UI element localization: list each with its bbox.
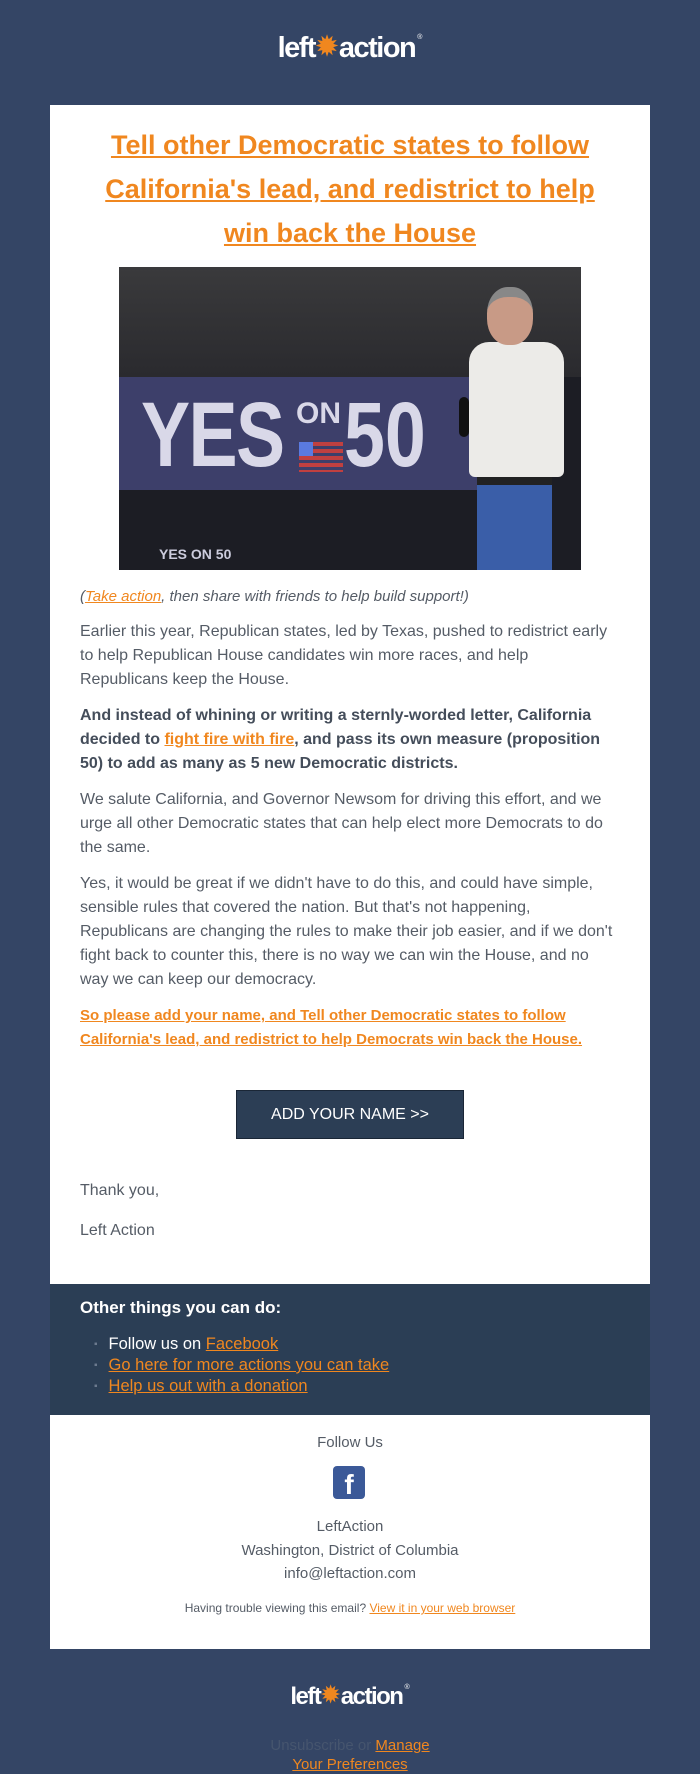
- fight-fire-link[interactable]: fight fire with fire: [164, 731, 295, 748]
- unsubscribe-line: [0, 1736, 700, 1774]
- banner-yes: YES: [141, 384, 284, 486]
- logo-text-right: action: [338, 32, 416, 64]
- registered-mark: ®: [417, 34, 423, 41]
- or-text: or: [353, 1737, 376, 1754]
- photo-sign: YES ON 50: [159, 546, 232, 562]
- other-actions-list: [80, 1334, 620, 1397]
- unsubscribe-link[interactable]: Unsubscribe: [270, 1737, 354, 1754]
- caption-rest: , then share with friends to help build support!): [161, 588, 469, 605]
- other-actions-title: Other things you can do:: [80, 1298, 282, 1317]
- org-email: info@leftaction.com: [284, 1565, 416, 1582]
- org-name: LeftAction: [316, 1518, 384, 1535]
- cta-paragraph: [80, 1004, 620, 1052]
- body-text: [80, 585, 620, 1064]
- signoff-thanks: Thank you,: [80, 1182, 160, 1199]
- facebook-icon[interactable]: f: [333, 1466, 365, 1499]
- header-logo: [0, 32, 700, 65]
- headline-link[interactable]: Tell other Democratic states to follow California's lead, and redistrict to help win back the House: [105, 130, 595, 248]
- view-in-browser-link[interactable]: View it in your web browser: [369, 1601, 516, 1615]
- speaker-figure: [469, 287, 579, 570]
- logo-text-right: action: [340, 1683, 403, 1710]
- banner-on: ON: [296, 397, 341, 430]
- paragraph-2-a: And instead of whining or writing a sternly-worded letter, California decided to: [80, 707, 592, 748]
- donation-link[interactable]: Help us out with a donation: [108, 1377, 308, 1395]
- photo-banner: [119, 377, 479, 490]
- caption: [80, 585, 620, 609]
- more-actions-link[interactable]: Go here for more actions you can take: [108, 1356, 390, 1374]
- paragraph-2: [80, 704, 620, 776]
- other-actions-section: [50, 1284, 650, 1415]
- logo-text-left: left: [277, 32, 316, 64]
- burst-icon: ✹: [321, 1682, 340, 1707]
- trouble-viewing: [50, 1601, 650, 1615]
- add-your-name-button[interactable]: ADD YOUR NAME >>: [236, 1090, 464, 1139]
- paragraph-3: We salute California, and Governor Newsom for driving this effort, and we urge all other Democratic states that can help elect more Democrats to do the same.: [80, 791, 603, 856]
- speaker-shirt: [469, 342, 564, 477]
- footer-logo: [0, 1682, 700, 1711]
- logo-text-left: left: [290, 1683, 321, 1710]
- registered-mark: ®: [404, 1684, 410, 1691]
- hero-photo[interactable]: [119, 267, 581, 570]
- signoff-name: Left Action: [80, 1222, 155, 1239]
- manage-preferences-link[interactable]: Manage Your Preferences: [292, 1737, 430, 1773]
- caption-open: (: [80, 588, 85, 605]
- paragraph-4: Yes, it would be great if we didn't have to do this, and could have simple, sensible rules that covered the nation. But that's not happening, Republicans are changing the rules to make their job easier, and if we don't fight back to counter this, there is no way we can win the House, and no way we can keep our democracy.: [80, 875, 613, 988]
- facebook-link[interactable]: Facebook: [205, 1335, 279, 1353]
- list-item: [108, 1376, 620, 1397]
- paragraph-2-b: , and pass its own measure (proposition 50) to add as many as 5 new Democratic districts.: [80, 731, 601, 772]
- list-item: [108, 1334, 620, 1355]
- banner-50: 50: [344, 384, 426, 486]
- org-address: Washington, District of Columbia: [241, 1542, 459, 1559]
- speaker-pants: [477, 477, 552, 570]
- paragraph-1: Earlier this year, Republican states, led by Texas, pushed to redistrict early to help Republican House candidates win more races, and help Republicans keep the House.: [80, 623, 608, 688]
- cta-link[interactable]: So please add your name, and Tell other Democratic states to follow California's lead, and redistrict to help Democrats win back the House.: [80, 1007, 583, 1048]
- take-action-link[interactable]: Take action: [85, 588, 162, 605]
- list-item: [108, 1355, 620, 1376]
- burst-icon: ✹: [316, 31, 338, 61]
- speaker-head: [487, 287, 533, 345]
- follow-us-label: Follow Us: [317, 1434, 383, 1451]
- follow-prefix: Follow us on: [108, 1335, 206, 1353]
- flag-icon: [299, 442, 343, 472]
- email-card: [50, 105, 650, 1649]
- headline: [80, 123, 620, 255]
- microphone-icon: [459, 397, 469, 437]
- trouble-text: Having trouble viewing this email?: [184, 1601, 370, 1615]
